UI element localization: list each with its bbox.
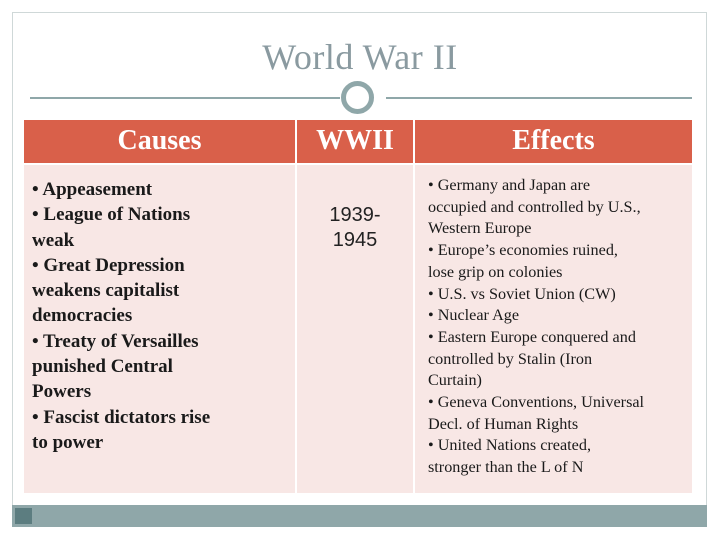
causes-line: • Fascist dictators rise [32,406,211,428]
effects-line: Curtain) [428,371,482,390]
causes-line: • Treaty of Versailles [32,330,199,352]
causes-line: • Appeasement [32,179,153,200]
years-end: 1945 [332,229,378,251]
effects-line: Western Europe [428,219,532,238]
effects-line: • Europe’s economies ruined, [428,241,618,260]
causes-line: democracies [32,305,133,327]
causes-line: • Great Depression [32,254,185,276]
effects-line: • Eastern Europe conquered and [428,327,636,346]
causes-cell [23,164,296,494]
effects-line: Decl. of Human Rights [428,414,579,433]
years-start: 1939- [329,204,381,226]
years-cell [296,164,414,494]
causes-line: weak [32,229,75,251]
effects-line: • Geneva Conventions, Universal [428,393,645,412]
causes-line: weakens capitalist [32,280,180,302]
footer-bar [12,505,707,527]
header-causes: Causes [23,119,296,164]
causes-line: • League of Nations [32,204,191,226]
header-effects: Effects [414,119,693,164]
effects-line: • United Nations created, [428,436,591,455]
title-rule-left [30,97,340,99]
footer-tab [15,508,32,524]
effects-line: occupied and controlled by U.S., [428,197,641,216]
effects-line: controlled by Stalin (Iron [428,349,593,368]
header-wwii: WWII [296,119,414,164]
effects-line: • U.S. vs Soviet Union (CW) [428,284,616,303]
effects-line: lose grip on colonies [428,262,563,281]
causes-line: Powers [32,381,92,403]
effects-line: • Germany and Japan are [428,176,591,194]
effects-line: stronger than the L of N [428,458,584,477]
effects-cell [414,164,693,494]
ring-ornament [341,81,374,114]
title-rule-right [386,97,692,99]
effects-line: • Nuclear Age [428,306,520,325]
causes-line: punished Central [32,356,173,378]
slide-title: World War II [262,37,458,77]
causes-line: to power [32,431,104,453]
